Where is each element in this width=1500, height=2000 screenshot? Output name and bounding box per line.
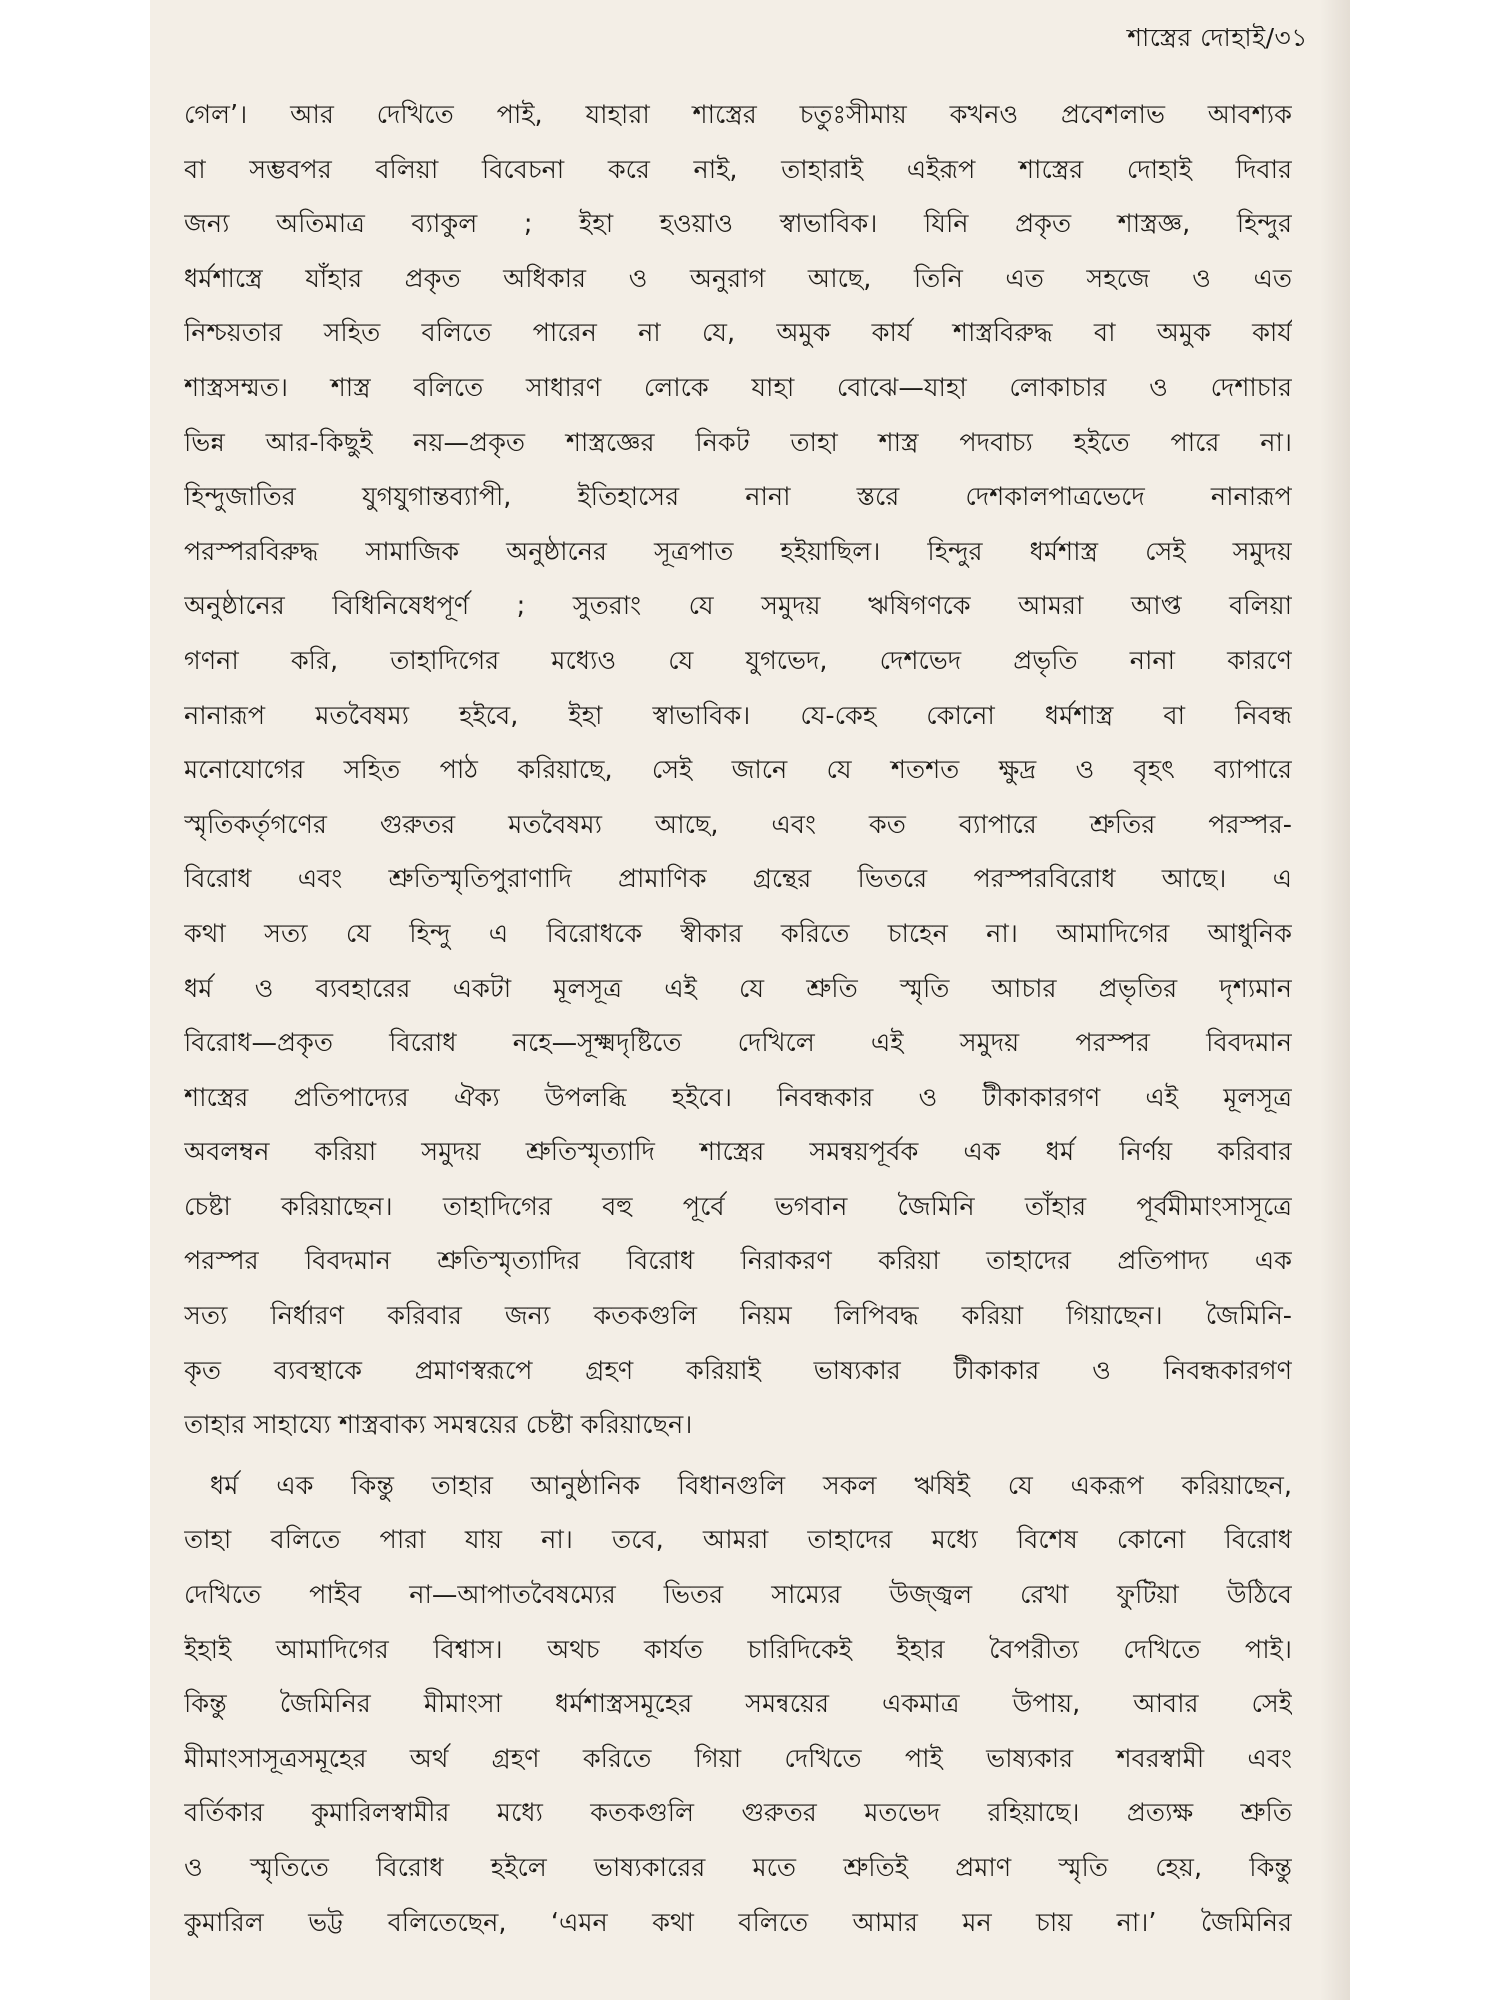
- text-line: কৃত ব্যবস্থাকে প্রমাণস্বরূপে গ্রহণ করিয়াই ভাষ্যকার টীকাকার ও নিবন্ধকারগণ: [184, 1355, 1292, 1386]
- text-line: পরস্পরবিরুদ্ধ সামাজিক অনুষ্ঠানের সূত্রপাত হইয়াছিল। হিন্দুর ধর্মশাস্ত্র সেই সমুদয়: [184, 536, 1292, 567]
- text-line: দেখিতে পাইব না—আপাতবৈষম্যের ভিতর সাম্যের উজ্জ্বল রেখা ফুটিয়া উঠিবে: [184, 1580, 1292, 1611]
- text-line: ধর্ম এক কিন্তু তাহার আনুষ্ঠানিক বিধানগুলি সকল ঋষিই যে একরূপ করিয়াছেন,: [210, 1470, 1292, 1501]
- text-line: বিরোধ—প্রকৃত বিরোধ নহে—সূক্ষ্মদৃষ্টিতে দেখিলে এই সমুদয় পরস্পর বিবদমান: [184, 1028, 1292, 1059]
- text-line: কুমারিল ভট্ট বলিতেছেন, ‘এমন কথা বলিতে আমার মন চায় না।’ জৈমিনির: [184, 1907, 1292, 1938]
- text-line: শাস্ত্রসম্মত। শাস্ত্র বলিতে সাধারণ লোকে যাহা বোঝে—যাহা লোকাচার ও দেশাচার: [184, 372, 1292, 403]
- text-line: বা সম্ভবপর বলিয়া বিবেচনা করে নাই, তাহারাই এইরূপ শাস্ত্রের দোহাই দিবার: [184, 154, 1292, 185]
- text-line: পরস্পর বিবদমান শ্রুতিস্মৃত্যাদির বিরোধ নিরাকরণ করিয়া তাহাদের প্রতিপাদ্য এক: [184, 1246, 1292, 1277]
- text-line: বিরোধ এবং শ্রুতিস্মৃতিপুরাণাদি প্রামাণিক গ্রন্থের ভিতরে পরস্পরবিরোধ আছে। এ: [184, 864, 1292, 895]
- text-line: মনোযোগের সহিত পাঠ করিয়াছে, সেই জানে যে শতশত ক্ষুদ্র ও বৃহৎ ব্যাপারে: [184, 755, 1292, 786]
- text-line: সত্য নির্ধারণ করিবার জন্য কতকগুলি নিয়ম লিপিবদ্ধ করিয়া গিয়াছেন। জৈমিনি-: [184, 1301, 1292, 1332]
- text-line: ভিন্ন আর-কিছুই নয়—প্রকৃত শাস্ত্রজ্ঞের নিকট তাহা শাস্ত্র পদবাচ্য হইতে পারে না।: [184, 427, 1292, 458]
- text-line: স্মৃতিকর্তৃগণের গুরুতর মতবৈষম্য আছে, এবং কত ব্যাপারে শ্রুতির পরস্পর-: [184, 809, 1292, 840]
- text-line: ও স্মৃতিতে বিরোধ হইলে ভাষ্যকারের মতে শ্রুতিই প্রমাণ স্মৃতি হেয়, কিন্তু: [184, 1853, 1292, 1883]
- page-body: [184, 88, 1292, 1950]
- text-line: হিন্দুজাতির যুগযুগান্তব্যাপী, ইতিহাসের নানা স্তরে দেশকালপাত্রভেদে নানারূপ: [184, 482, 1292, 513]
- text-line: বর্তিকার কুমারিলস্বামীর মধ্যে কতকগুলি গুরুতর মতভেদ রহিয়াছে। প্রত্যক্ষ শ্রুতি: [184, 1798, 1292, 1829]
- text-line: অনুষ্ঠানের বিধিনিষেধপূর্ণ ; সুতরাং যে সমুদয় ঋষিগণকে আমরা আপ্ত বলিয়া: [184, 591, 1292, 622]
- text-line: গণনা করি, তাহাদিগের মধ্যেও যে যুগভেদ, দেশভেদ প্রভৃতি নানা কারণে: [184, 645, 1292, 676]
- text-line: ধর্ম ও ব্যবহারের একটা মূলসূত্র এই যে শ্রুতি স্মৃতি আচার প্রভৃতির দৃশ্যমান: [184, 973, 1292, 1004]
- text-line: তাহা বলিতে পারা যায় না। তবে, আমরা তাহাদের মধ্যে বিশেষ কোনো বিরোধ: [184, 1525, 1292, 1556]
- text-line: গেল’। আর দেখিতে পাই, যাহারা শাস্ত্রের চতুঃসীমায় কখনও প্রবেশলাভ আবশ্যক: [184, 100, 1292, 130]
- paragraph-1: [184, 88, 1292, 1453]
- running-head: শাস্ত্রের দোহাই/৩১: [1127, 23, 1308, 52]
- text-line: ইহাই আমাদিগের বিশ্বাস। অথচ কার্যত চারিদিকেই ইহার বৈপরীত্য দেখিতে পাই।: [184, 1634, 1292, 1665]
- paragraph-2: [184, 1459, 1292, 1950]
- text-line: ধর্মশাস্ত্রে যাঁহার প্রকৃত অধিকার ও অনুরাগ আছে, তিনি এত সহজে ও এত: [184, 263, 1292, 294]
- book-page: [150, 0, 1350, 2000]
- text-line: জন্য অতিমাত্র ব্যাকুল ; ইহা হওয়াও স্বাভাবিক। যিনি প্রকৃত শাস্ত্রজ্ঞ, হিন্দুর: [184, 209, 1292, 240]
- text-line: মীমাংসাসূত্রসমূহের অর্থ গ্রহণ করিতে গিয়া দেখিতে পাই ভাষ্যকার শবরস্বামী এবং: [184, 1743, 1292, 1774]
- text-line: চেষ্টা করিয়াছেন। তাহাদিগের বহু পূর্বে ভগবান জৈমিনি তাঁহার পূর্বমীমাংসাসূত্রে: [184, 1191, 1292, 1222]
- text-line: কথা সত্য যে হিন্দু এ বিরোধকে স্বীকার করিতে চাহেন না। আমাদিগের আধুনিক: [184, 918, 1292, 949]
- text-line: অবলম্বন করিয়া সমুদয় শ্রুতিস্মৃত্যাদি শাস্ত্রের সমন্বয়পূর্বক এক ধর্ম নির্ণয় করিবার: [184, 1137, 1292, 1168]
- text-line: নানারূপ মতবৈষম্য হইবে, ইহা স্বাভাবিক। যে-কেহ কোনো ধর্মশাস্ত্র বা নিবন্ধ: [184, 700, 1292, 731]
- text-line: নিশ্চয়তার সহিত বলিতে পারেন না যে, অমুক কার্য শাস্ত্রবিরুদ্ধ বা অমুক কার্য: [184, 318, 1292, 349]
- text-line: শাস্ত্রের প্রতিপাদ্যের ঐক্য উপলব্ধি হইবে। নিবন্ধকার ও টীকাকারগণ এই মূলসূত্র: [184, 1082, 1292, 1113]
- text-line: কিন্তু জৈমিনির মীমাংসা ধর্মশাস্ত্রসমূহের সমন্বয়ের একমাত্র উপায়, আবার সেই: [184, 1689, 1292, 1720]
- text-line: তাহার সাহায্যে শাস্ত্রবাক্য সমন্বয়ের চেষ্টা করিয়াছেন।: [184, 1410, 693, 1441]
